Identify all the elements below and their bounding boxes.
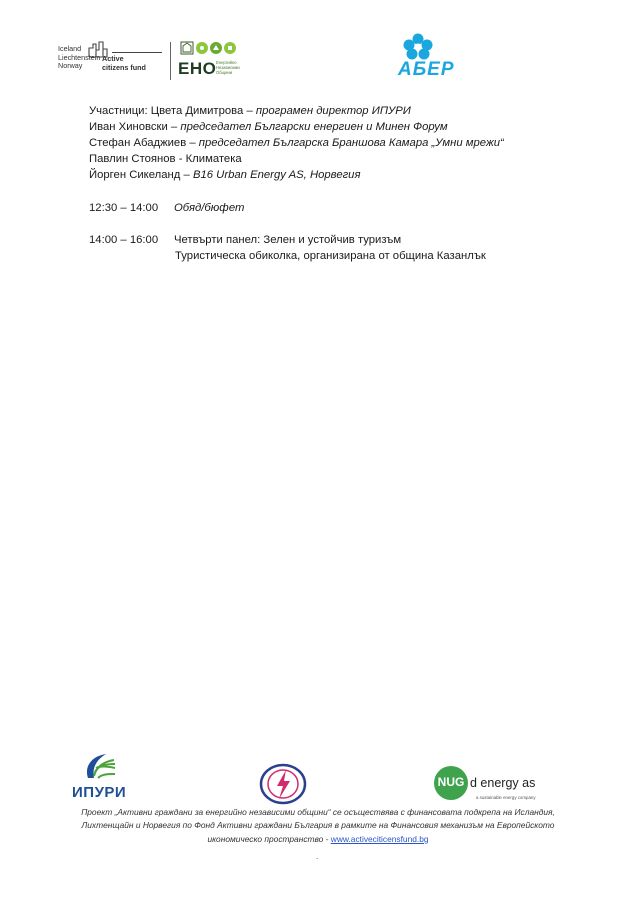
ipuri-logo [72, 752, 132, 802]
ipuri-logo-text: ИПУРИ [72, 784, 127, 801]
eho-title: ЕНО [178, 59, 217, 78]
eea-country-iceland: Iceland [58, 44, 82, 53]
flower-icon [401, 33, 435, 61]
schedule-detail-panel4: Туристическа обиколка, организирана от община Казанлък [175, 250, 486, 262]
participants-line-4 [89, 151, 242, 167]
nug-badge-text: NUG [437, 775, 465, 789]
eea-grants-logo [58, 38, 166, 80]
participants-line-3 [89, 135, 504, 151]
page-marker: . [316, 852, 319, 861]
nug-tagline: a sustainable energy company [476, 795, 536, 800]
eea-fund-line2: citizens fund [102, 62, 146, 72]
participants-line-1 [89, 103, 411, 119]
lightning-emblem-icon [258, 762, 308, 806]
eho-icons [180, 40, 242, 56]
eea-country-norway: Norway [58, 61, 83, 70]
participant-name: Иван Хиновски – [89, 121, 178, 133]
footer-link[interactable]: www.activeciticensfund.bg [330, 833, 429, 844]
nug-name: d energy as [470, 776, 536, 790]
eho-logo [178, 40, 258, 82]
ipuri-emblem-icon [82, 752, 118, 782]
footer-text: Проект „Активни граждани за енергийно независими общини“ се осъществява с финансовата подкрепа на Исландия, Лихтенщайн и Норвегия по Фонд Активни граждани България в рамките на Финансовия механизъм на Европейското икономическо пространство - [81, 807, 555, 844]
eho-icon-row [180, 40, 240, 56]
participant-role: програмен директор ИПУРИ [255, 105, 411, 117]
participant-name: Стефан Абаджиев – [89, 137, 196, 149]
participant-role: председател Българска Браншова Камара „Умни мрежи“ [198, 137, 504, 149]
eho-subtitle-2: Независими [216, 64, 240, 70]
participants-label: Участници: [89, 105, 148, 117]
schedule-title-lunch: Обяд/бюфет [174, 202, 245, 214]
schedule-time-panel4: 14:00 – 16:00 [89, 234, 159, 246]
eea-fund-line1: Active [102, 54, 124, 63]
schedule-title-panel4: Четвърти панел: Зелен и устойчив туризъм [174, 234, 402, 246]
eea-country-liechtenstein: Liechtenstein [58, 52, 101, 62]
participant-role: B16 Urban Energy AS, Норвегия [192, 169, 361, 181]
participant-name: Йорген Сикеланд – [89, 169, 190, 181]
participant-name: Павлин Стоянов - Климатека [89, 153, 242, 165]
participants-line-2 [89, 119, 448, 135]
eea-divider [112, 52, 162, 53]
eho-subtitle-1: Енергийно [216, 60, 237, 65]
abep-logo-text: АБЕР [398, 59, 455, 80]
participant-name: Цвета Димитрова – [150, 105, 253, 117]
participants-line-5 [89, 167, 361, 183]
schedule-time-lunch: 12:30 – 14:00 [89, 202, 159, 214]
nug-energy-logo [434, 766, 544, 806]
bemf-logo [258, 762, 308, 806]
header-divider [170, 42, 171, 80]
footer-disclaimer [60, 806, 576, 846]
participant-role: председател Български енергиен и Минен Форум [180, 121, 448, 133]
eho-subtitle-3: Общини [216, 69, 233, 75]
abep-logo [398, 33, 478, 81]
